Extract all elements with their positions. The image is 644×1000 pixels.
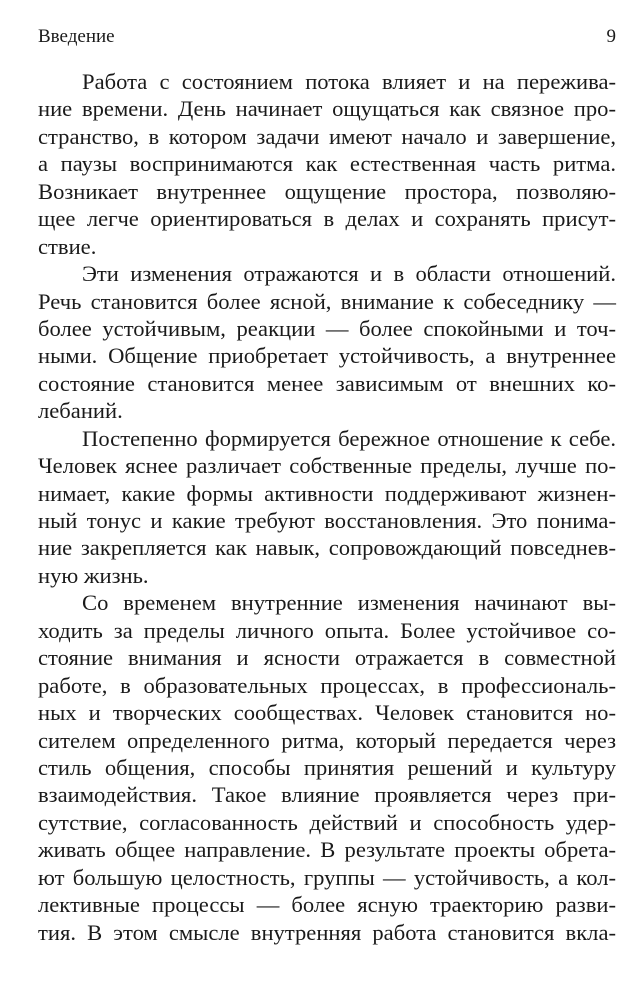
text-line: ных и творческих сообществах. Человек становится но- [38, 700, 616, 726]
text-line: сителем определенного ритма, который передается через [38, 727, 616, 753]
text-line: ют большую целостность, группы — устойчивость, а кол- [38, 864, 616, 890]
section-title: Введение [38, 26, 115, 47]
paragraph [38, 68, 616, 260]
text-line: нимает, какие формы активности поддерживают жизнен- [38, 480, 616, 506]
text-line: сутствие, согласованность действий и способность удер- [38, 809, 616, 835]
text-line: Со временем внутренние изменения начинают вы- [82, 590, 616, 616]
text-line: стиль общения, способы принятия решений и культуру [38, 754, 616, 780]
running-header [38, 26, 616, 54]
text-line: ствие. [38, 233, 97, 259]
text-line: Постепенно формируется бережное отношение к себе. [82, 425, 616, 451]
text-line: более устойчивым, реакции — более спокойными и точ- [38, 315, 616, 341]
paragraph [38, 260, 616, 425]
text-line: а паузы воспринимаются как естественная часть ритма. [38, 151, 616, 177]
text-line: тия. В этом смысле внутренняя работа становится вкла- [38, 919, 616, 945]
text-line: ние закрепляется как навык, сопровождающий повседнев- [38, 535, 616, 561]
text-line: работе, в образовательных процессах, в профессиональ- [38, 672, 616, 698]
text-line: Человек яснее различает собственные пределы, лучше по- [38, 453, 616, 479]
text-line: лебаний. [38, 398, 123, 424]
text-line: Эти изменения отражаются и в области отношений. [82, 261, 616, 287]
paragraph [38, 589, 616, 946]
text-line: ными. Общение приобретает устойчивость, а внутреннее [38, 343, 616, 369]
body-text [38, 68, 616, 946]
text-line: Возникает внутреннее ощущение простора, позволяю- [38, 178, 616, 204]
text-line: щее легче ориентироваться в делах и сохранять присут- [38, 206, 616, 232]
text-line: живать общее направление. В результате проекты обрета- [38, 837, 616, 863]
text-line: ние времени. День начинает ощущаться как связное про- [38, 96, 616, 122]
paragraph [38, 425, 616, 590]
text-line: Речь становится более ясной, внимание к собеседнику — [38, 288, 616, 314]
text-line: взаимодействия. Такое влияние проявляется через при- [38, 782, 616, 808]
text-line: состояние становится менее зависимым от внешних ко- [38, 370, 616, 396]
text-line: стояние внимания и ясности отражается в совместной [38, 645, 616, 671]
text-line: ходить за пределы личного опыта. Более устойчивое со- [38, 617, 616, 643]
text-line: лективные процессы — более ясную траекторию разви- [38, 892, 616, 918]
text-line: ный тонус и какие требуют восстановления. Это понима- [38, 508, 616, 533]
text-line: странство, в котором задачи имеют начало и завершение, [38, 123, 616, 149]
text-line: ную жизнь. [38, 562, 149, 588]
page-number: 9 [606, 26, 616, 47]
text-line: Работа с состоянием потока влияет и на пережива- [82, 69, 616, 94]
